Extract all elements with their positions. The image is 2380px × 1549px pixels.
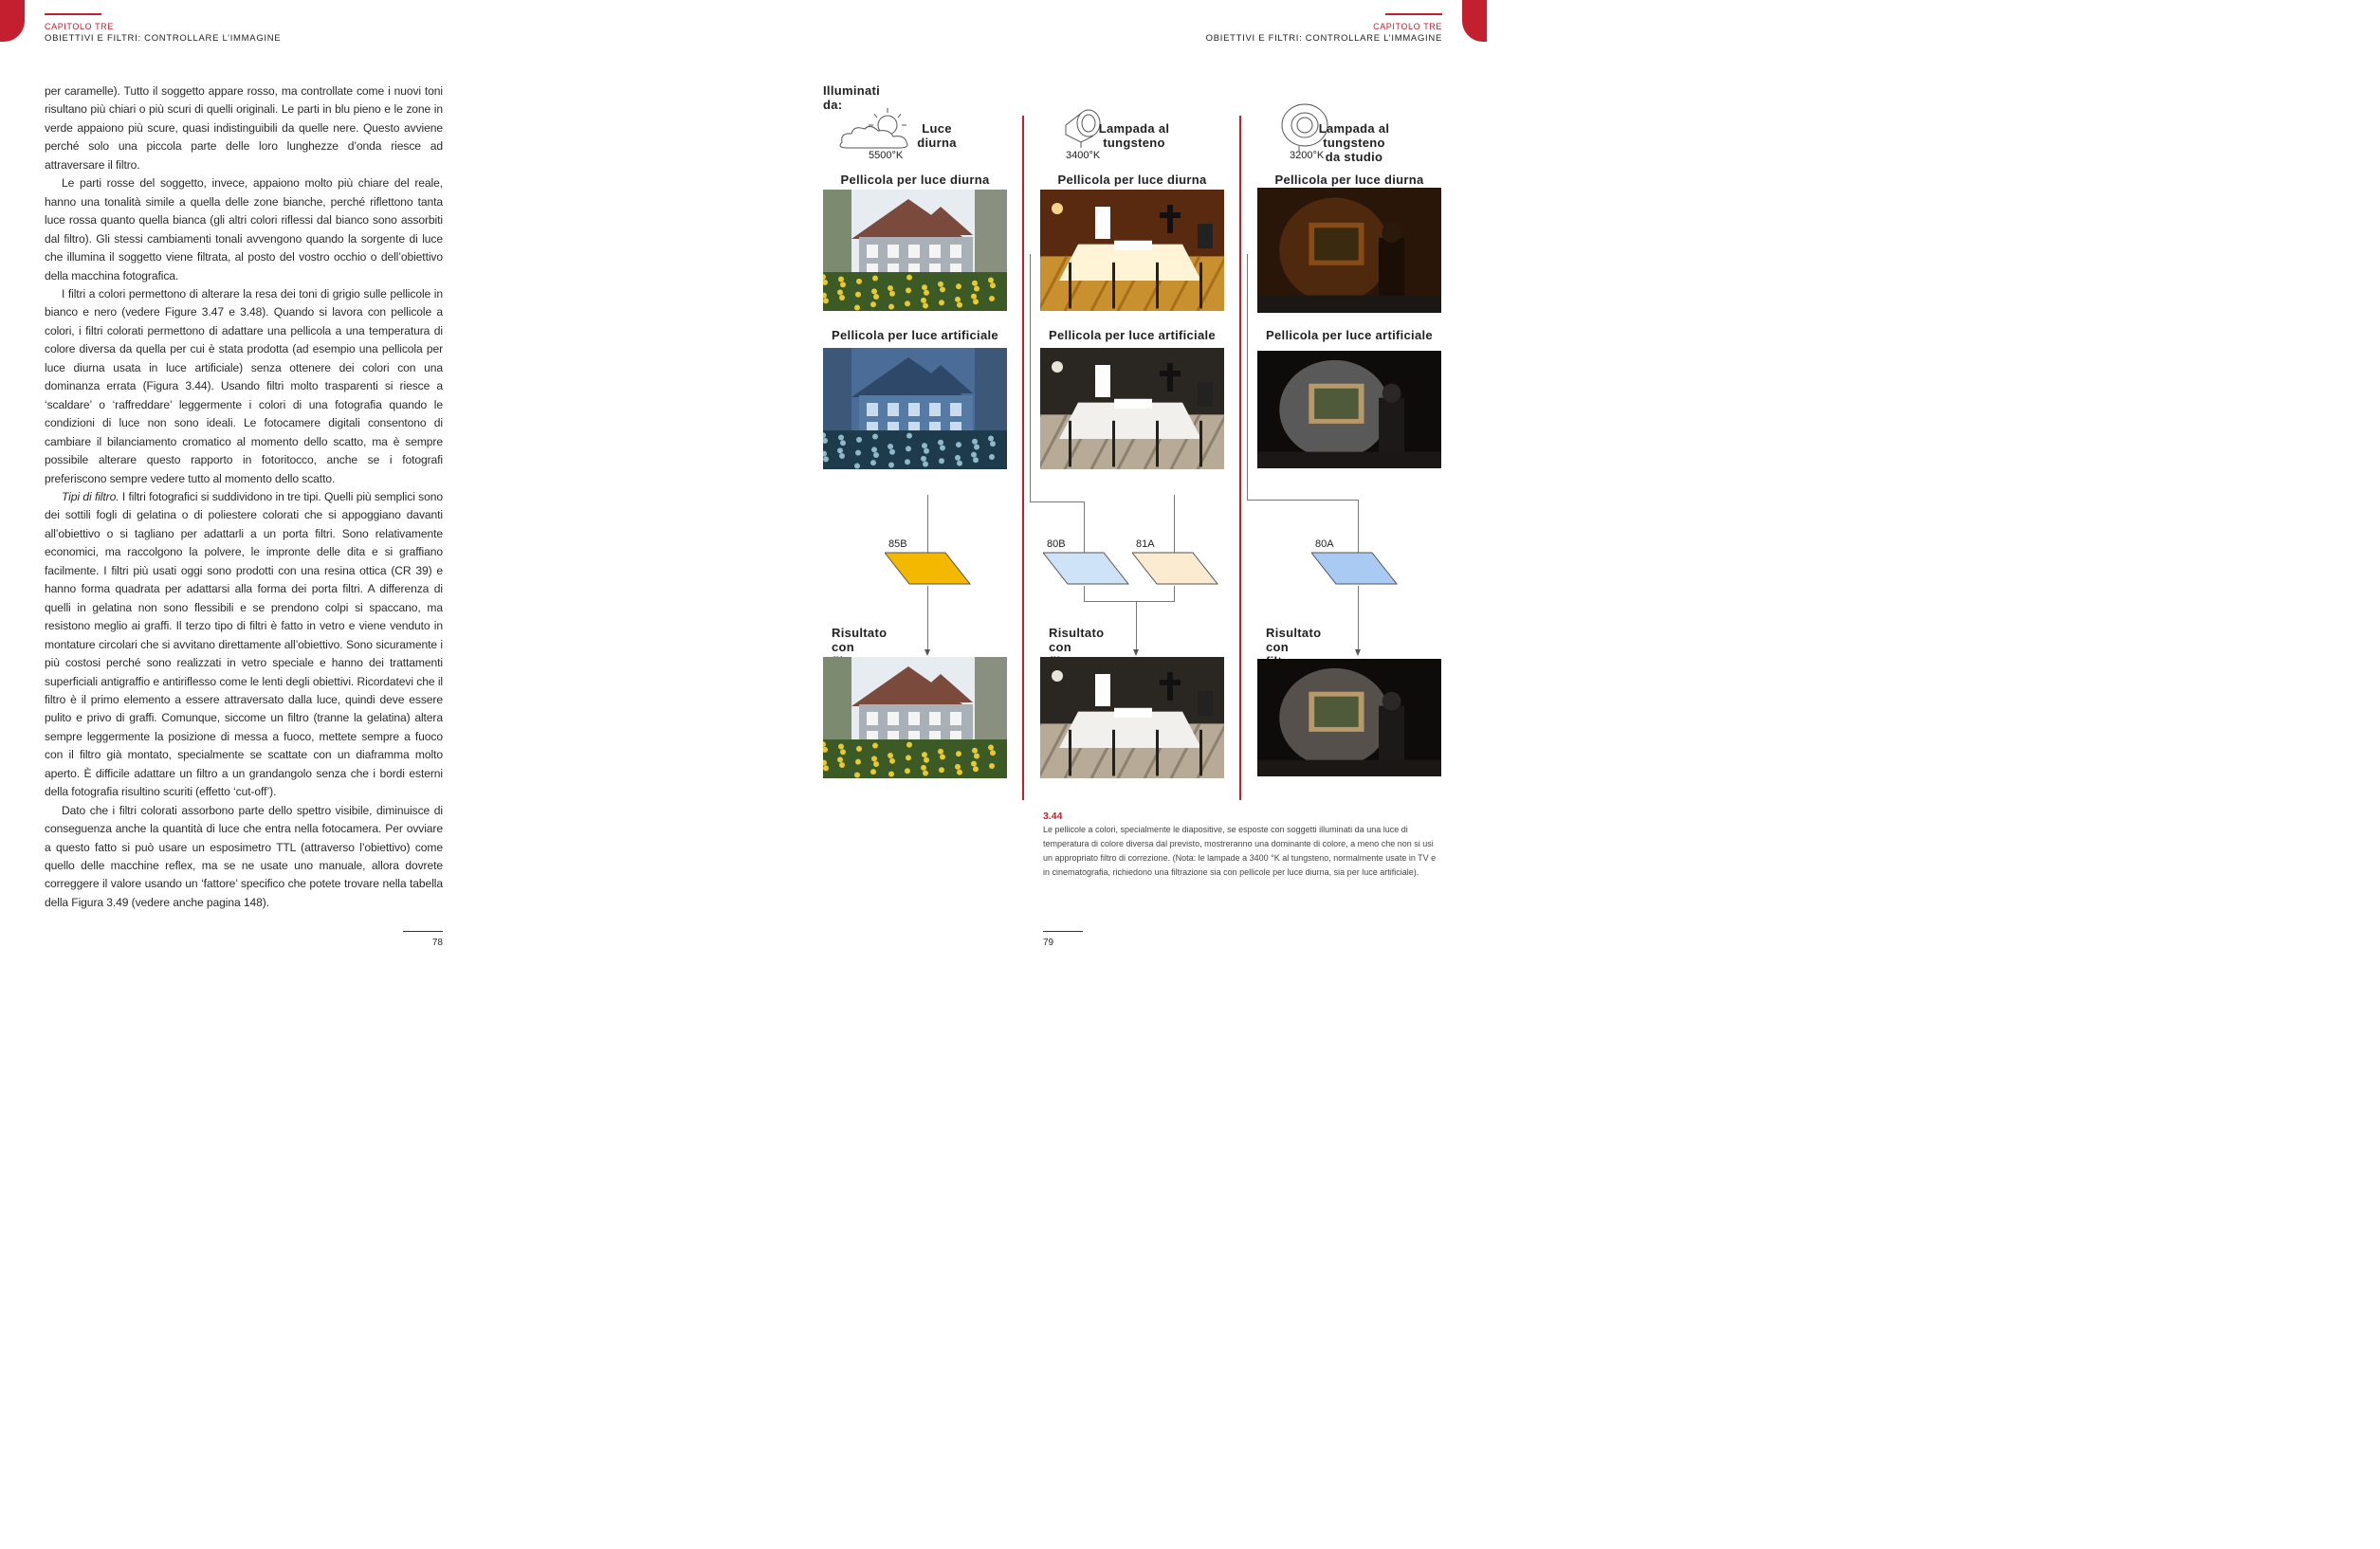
house-photo-art (823, 348, 1007, 469)
filter-81a (1132, 552, 1219, 586)
filter-label: 81A (1136, 538, 1155, 550)
chapter-label: CAPITOLO TRE (45, 22, 114, 31)
connector-line (1030, 501, 1084, 502)
house-photo-scene (823, 190, 1007, 311)
paragraph (45, 488, 443, 802)
chapter-title: OBIETTIVI E FILTRI: CONTROLLARE L’IMMAGINE (45, 33, 282, 44)
altar-photo-scene (1040, 190, 1224, 311)
filter-types-text: I filtri fotografici si suddividono in tre tipi. Quelli più semplici sono dei sottili fogli di gelatina o di poliestere colorati che si appoggiano davanti all’obiettivo o si tagliano per adattarli a un porta filtri. Sono relativamente economici, ma raccolgono la polvere, le impronte delle dita e si graffiano facilmente. I filtri più usati oggi sono prodotti con una resina ottica (CR 39) e hanno forma quadrata per adattarsi alla forma dei porta filtri. A differenza di quelli in gelatina non sono flessibili e se prendono colpi si spaccano, ma resistono meglio ai graffi. Il terzo tipo di filtri è fatto in vetro e viene venduto in montature circolari che si avvitano direttamente all’obiettivo. Sono sicuramente i più costosi perché sono realizzati in vetro speciale e hanno dei trattamenti superficiali antigraffio e antiriflesso come le lenti degli obiettivi. Ricordatevi che il filtro è il primo elemento a essere attraversato dalla luce, quindi deve essere pulito e privo di graffi. Comunque, siccome un filtro (tranne la gelatina) altera sempre leggermente la posizione di messa a fuoco, mettete sempre a fuoco con il filtro già montato, specialmente se scattate con un diaframma molto aperto. È difficile adattare un filtro a un grandangolo senza che i bordi esterni della fotografia risultino scuriti (effetto ‘cut-off’). (45, 489, 443, 799)
painting-photo-res (1257, 659, 1441, 776)
altar-photo-scene (1040, 348, 1224, 469)
filter-swatch (1043, 552, 1130, 586)
filter-swatch (885, 552, 972, 586)
color-temperature: 3400°K (1066, 150, 1101, 161)
header-rule (1385, 13, 1442, 15)
light-source-label: Lampada al tungsteno da studio (1318, 121, 1390, 164)
arrow-line (1084, 501, 1085, 554)
connector-line (1084, 586, 1085, 601)
arrow-line (927, 586, 928, 650)
altar-photo-scene (1040, 657, 1224, 778)
filter-80a (1311, 552, 1399, 586)
arrow-line (927, 495, 928, 554)
page-number-left: 78 (403, 931, 443, 948)
artificial-film-label: Pellicola per luce artificiale (832, 328, 998, 342)
filter-swatch (1311, 552, 1399, 586)
result-label: Risultato con (1266, 626, 1322, 654)
daylight-film-label: Pellicola per luce diurna (1057, 173, 1207, 187)
altar-photo-day (1040, 190, 1224, 311)
painting-photo-scene (1257, 659, 1441, 776)
filter-swatch (1132, 552, 1219, 586)
caption-number: 3.44 (1043, 811, 1063, 822)
painting-photo-scene (1257, 351, 1441, 468)
daylight-film-label: Pellicola per luce diurna (1274, 173, 1424, 187)
painting-photo-scene (1257, 188, 1441, 313)
column-divider (1239, 116, 1241, 800)
house-photo-res (823, 657, 1007, 778)
color-temperature: 5500°K (869, 150, 904, 161)
filter-80b (1043, 552, 1130, 586)
connector-line (1247, 254, 1248, 501)
body-text (45, 82, 443, 912)
paragraph: Dato che i filtri colorati assorbono parte dello spettro visibile, diminuisce di conseguenza anche la quantità di luce che entra nella fotocamera. Per ovviare a questo fatto si può usare un esposimetro TTL (attraverso l’obiettivo) come quello delle macchine reflex, ma se ne usate uno manuale, allora dovrete correggere il valore usando un ‘fattore’ specifico che potete trovare nella tabella della Figura 3.49 (vedere anche pagina 148). (45, 803, 443, 909)
chapter-title: OBIETTIVI E FILTRI: CONTROLLARE L’IMMAGINE (1205, 33, 1442, 44)
altar-photo-art (1040, 348, 1224, 469)
altar-photo-res (1040, 657, 1224, 778)
page-number-right: 79 (1043, 931, 1083, 948)
arrow-head (925, 649, 930, 656)
artificial-film-label: Pellicola per luce artificiale (1266, 328, 1433, 342)
filter-label: 80A (1315, 538, 1334, 550)
color-temperature: 3200°K (1290, 150, 1325, 161)
painting-photo-day (1257, 188, 1441, 313)
connector-line (1030, 254, 1031, 502)
arrow-line (1358, 500, 1359, 554)
daylight-film-label: Pellicola per luce diurna (840, 173, 990, 187)
result-label: Risultato con (1049, 626, 1105, 654)
result-label: Risultato con (832, 626, 888, 654)
house-photo-day (823, 190, 1007, 311)
arrow-head (1355, 649, 1361, 656)
connector-line (1084, 601, 1175, 602)
illuminated-label: Illuminati da: (823, 83, 881, 112)
connector-line (1247, 500, 1358, 501)
artificial-film-label: Pellicola per luce artificiale (1049, 328, 1216, 342)
painting-photo-art (1257, 351, 1441, 468)
running-head-right (1206, 13, 1442, 46)
column-divider (1022, 116, 1024, 800)
house-photo-scene (823, 348, 1007, 469)
paragraph: Le parti rosse del soggetto, invece, appaiono molto più chiare del reale, hanno una tonalità simile a quella delle zone bianche, perché riflettono tanta luce rossa quanto quella bianca (gli altri colori riflessi dal bianco sono assorbiti dal filtro). Gli stessi cambiamenti tonali avvengono quando la sorgente di luce che illumina il soggetto viene filtrata, al posto del vostro occhio o dell’obiettivo della macchina fotografica. (45, 176, 443, 282)
connector-line (1174, 586, 1175, 601)
filter-label: 80B (1047, 538, 1066, 550)
arrow-line (1136, 601, 1137, 650)
arrow-line (1174, 495, 1175, 554)
chapter-tab-right (1462, 0, 1487, 42)
filter-label: 85B (888, 538, 907, 550)
filter-85b (885, 552, 972, 586)
chapter-label: CAPITOLO TRE (1373, 22, 1442, 31)
figure-caption (1043, 810, 1441, 880)
running-head-left (45, 13, 281, 46)
arrow-line (1358, 586, 1359, 650)
header-rule (45, 13, 101, 15)
caption-text: Le pellicole a colori, specialmente le diapositive, se esposte con soggetti illuminati da una luce di temperatura di colore diversa dal previsto, mostreranno una dominante di colore, a meno che non si usi un appropriato filtro di correzione. (Nota: le lampade a 3400 °K al tungsteno, normalmente usate in TV e in cinematografia, richiedono una filtrazione sia con pellicole per luce diurna, sia per luce artificiale). (1043, 825, 1437, 877)
arrow-head (1133, 649, 1139, 656)
paragraph: I filtri a colori permettono di alterare la resa dei toni di grigio sulle pellicole in bianco e nero (vedere Figure 3.47 e 3.48). Quando si lavora con pellicole a colori, i filtri colorati permettono di adattare una pellicola a una temperatura di colore diversa da quella per cui è stata prodotta (ad esempio una pellicola per luce diurna usata in luce artificiale) senza ottenere dei colori con una dominanza errata (Figura 3.44). Usando filtri molto trasparenti si riesce a ‘scaldare’ o ‘raffreddare’ leggermente i colori di una fotografia quando le condizioni di luce non sono ideali. Le fotocamere digitali consentono di cambiare il bilanciamento cromatico al momento dello scatto, ma è sempre possibile alterare questo rapporto in fotoritocco, anche se i fotografi preferiscono sempre vedere tutto al momento dello scatto. (45, 286, 443, 485)
light-source-label: Lampada al tungsteno (1098, 121, 1170, 150)
paragraph: per caramelle). Tutto il soggetto appare rosso, ma controllate come i nuovi toni risultano più chiari o più scuri di quelli originali. Le parti in blu pieno e le zone in verde appaiono più scure, quasi indistinguibili da quelle nere. Questo avviene perché solo una piccola parte delle loro lunghezze d’onda riesce ad attraversare il filtro. (45, 84, 443, 172)
house-photo-scene (823, 657, 1007, 778)
filter-types-heading: Tipi di filtro. (62, 489, 119, 503)
light-source-label: Luce diurna (917, 121, 957, 150)
chapter-tab-left (0, 0, 25, 42)
